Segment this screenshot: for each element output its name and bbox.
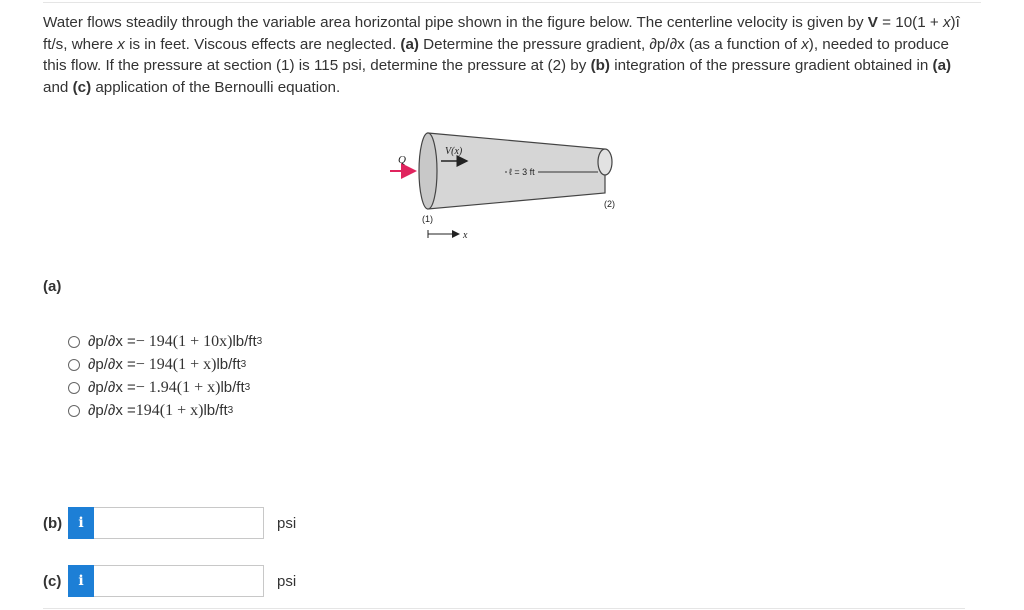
radio-option-4[interactable] xyxy=(68,405,80,417)
part-b-answer-input[interactable] xyxy=(94,507,264,539)
radio-option-3[interactable] xyxy=(68,382,80,394)
option-2-expr: − 194(1 + x) xyxy=(135,355,217,373)
option-3-prefix: ∂p/∂x = xyxy=(88,379,136,396)
part-a-options xyxy=(68,330,262,422)
part-a-label: (a) xyxy=(43,278,62,295)
option-2-unit: lb/ft xyxy=(216,356,241,373)
pipe-inlet-section xyxy=(419,133,437,209)
option-3-unit: lb/ft xyxy=(220,379,245,396)
part-b-label: (b) xyxy=(43,514,63,532)
part-b-row xyxy=(43,507,296,539)
radio-option-1[interactable] xyxy=(68,336,80,348)
option-1[interactable] xyxy=(68,330,262,353)
option-4-exp: 3 xyxy=(227,405,234,416)
section2-label: (2) xyxy=(604,199,615,209)
option-1-unit: lb/ft xyxy=(232,333,257,350)
option-4-prefix: ∂p/∂x = xyxy=(88,402,136,419)
option-4-unit: lb/ft xyxy=(203,402,228,419)
x-axis-label: x xyxy=(463,230,468,241)
pipe-figure xyxy=(385,128,635,248)
section1-label: (1) xyxy=(422,214,433,224)
option-3-exp: 3 xyxy=(244,382,251,393)
option-3-expr: − 1.94(1 + x) xyxy=(135,378,221,396)
part-c-answer-input[interactable] xyxy=(94,565,264,597)
option-1-expr: − 194(1 + 10x) xyxy=(135,332,233,350)
option-2-prefix: ∂p/∂x = xyxy=(88,356,136,373)
velocity-label: V(x) xyxy=(445,146,463,157)
info-icon[interactable]: i xyxy=(68,565,94,597)
pipe-outlet-section xyxy=(598,149,612,175)
part-c-label: (c) xyxy=(43,572,62,590)
option-3[interactable] xyxy=(68,376,262,399)
flow-label: Q xyxy=(398,154,406,166)
option-2[interactable] xyxy=(68,353,262,376)
part-c-row xyxy=(43,565,296,597)
length-label: ℓ = 3 ft xyxy=(509,167,535,177)
bottom-divider xyxy=(43,608,965,609)
radio-option-2[interactable] xyxy=(68,359,80,371)
part-c-unit: psi xyxy=(277,572,297,590)
question-text: Water flows steadily through the variable area horizontal pipe shown in the figure below. The centerline velocity is given by V = 10(1 + x)î ft/s, where x is in feet. Viscous effects are neglected. (a) Determine the pressure gradient, ∂p/∂x (as a function of x), needed to produce this flow. If the pressure at section (1) is 115 psi, determine the pressure at (2) by (b) integration of the pressure gradient obtained in (a) and (c) application of the Bernoulli equation. xyxy=(43,14,960,96)
option-4-expr: 194(1 + x) xyxy=(135,401,204,419)
option-2-exp: 3 xyxy=(240,359,247,370)
part-b-unit: psi xyxy=(277,514,297,532)
option-1-exp: 3 xyxy=(256,336,263,347)
info-icon[interactable]: i xyxy=(68,507,94,539)
option-4[interactable] xyxy=(68,399,262,422)
top-divider xyxy=(43,2,981,3)
option-1-prefix: ∂p/∂x = xyxy=(88,333,136,350)
